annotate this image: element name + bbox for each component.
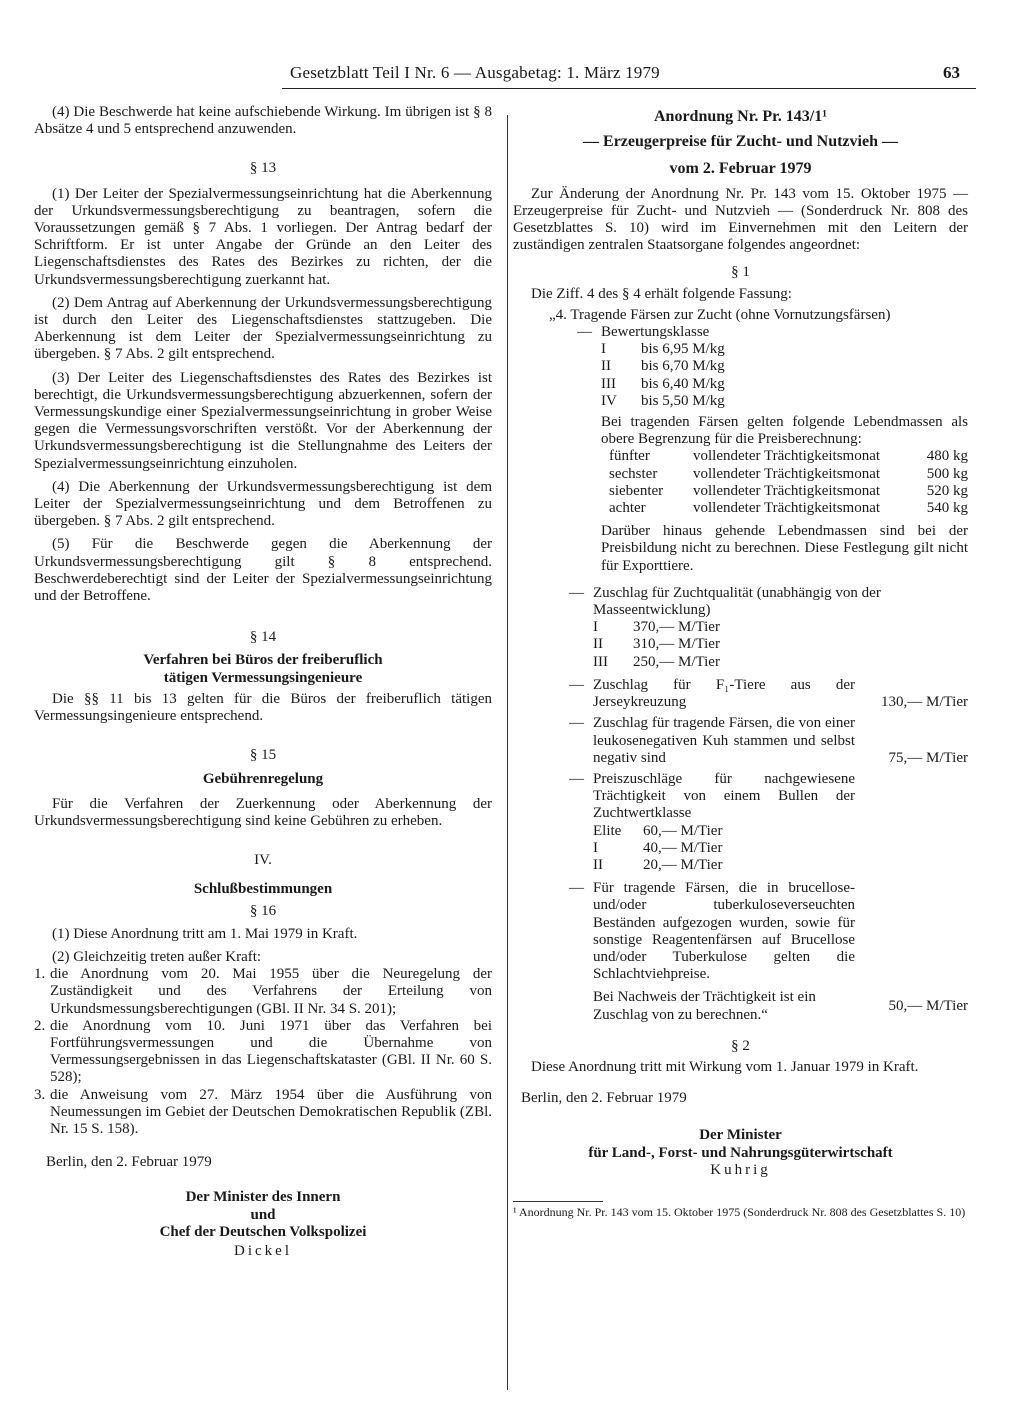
table-row — [609, 466, 968, 483]
amount: 75,— M/Tier — [888, 749, 968, 766]
paragraph: Zur Änderung der Anordnung Nr. Pr. 143 vom 15. Oktober 1975 — Erzeugerpreise für Zucht- und Nutzvieh — (Sonderdruck Nr. 808 des Gesetzblattes S. 10) wird im Einvernehmen mit den Leitern der zuständigen zentralen Staatsorgane folgendes angeordnet: — [513, 185, 968, 254]
class-label: I — [601, 341, 606, 358]
paragraph: „4. Tragende Färsen zur Zucht (ohne Vornutzungsfärsen) — [549, 306, 891, 323]
paragraph: (5) Für die Beschwerde gegen die Aberkennung der Urkundsvermessungsberechtigung gilt § 8 entsprechend. Beschwerdeberechtigt sind der Leiter der Spezialvermessungseinrichtung und der Betroffene. — [34, 536, 492, 605]
month-label: sechster — [609, 465, 658, 482]
list-text: die Anordnung vom 10. Juni 1971 über das Verfahren bei Fortführungsvermessungen und die Übernahme von Vermessungsergebnissen in das Liegenschaftskataster (GBl. II Nr. 60 S. 528); — [50, 1017, 492, 1086]
chapter-heading: IV. — [254, 852, 272, 869]
month-text: vollendeter Trächtigkeitsmonat — [693, 465, 881, 482]
class-label: III — [601, 375, 616, 392]
class-value: 370,— M/Tier — [633, 619, 720, 636]
place-date: Berlin, den 2. Februar 1979 — [46, 1154, 212, 1171]
right-column — [513, 108, 968, 1219]
header-title: Gesetzblatt Teil I Nr. 6 — Ausgabetag: 1. März 1979 — [290, 63, 660, 82]
month-text: vollendeter Trächtigkeitsmonat — [693, 500, 881, 517]
section-title: Verfahren bei Büros der freiberuflich — [143, 652, 383, 669]
dash-item — [569, 989, 968, 1023]
table-row — [593, 823, 968, 840]
order-title: Anordnung Nr. Pr. 143/1¹ — [654, 108, 827, 125]
chapter-title: Schlußbestimmungen — [193, 881, 333, 898]
paragraph: (4) Die Aberkennung der Urkundsvermessungsberechtigung ist dem Leiter der Spezialvermessungseinrichtung und dem Betroffenen zu übergeben. § 7 Abs. 2 gilt entsprechend. — [34, 478, 492, 530]
order-subtitle: — Erzeugerpreise für Zucht- und Nutzvieh — — [583, 133, 898, 151]
section-heading: § 15 — [249, 747, 277, 764]
class-value: bis 6,95 M/kg — [641, 341, 725, 358]
page-number: 63 — [943, 63, 960, 82]
footnote-rule — [513, 1201, 603, 1202]
place-date: Berlin, den 2. Februar 1979 — [521, 1090, 687, 1107]
paragraph: (3) Der Leiter des Liegenschaftsdienstes des Rates des Bezirkes ist berechtigt, die Urkundsvermessungsberechtigung abzuerkennen, sofern der Vermessungskundige einer Spezialvermessungseinrichtung in grober Weise gegen die Vermessungsvorschriften verstößt. Vor der Aberkennung der Urkundsvermessungsberechtigung ist die Stellungnahme des Leiters der Spezialvermessungseinrichtung einzuholen. — [34, 369, 492, 472]
order-date: vom 2. Februar 1979 — [669, 160, 812, 178]
month-label: achter — [609, 500, 646, 517]
list-number: 2. — [34, 1017, 46, 1034]
table-row — [601, 341, 968, 358]
list-text: die Anweisung vom 27. März 1954 über die Ausführung von Neumessungen im Gebiet der Deutschen Demokratischen Republik (ZBl. Nr. 15 S. 158). — [50, 1086, 492, 1137]
paragraph: (2) Gleichzeitig treten außer Kraft: — [52, 948, 262, 965]
class-value: bis 5,50 M/kg — [641, 392, 725, 409]
dash-item: — Zuschlag für tragende Färsen, die von einer leukosenegativen Kuh stammen und selbst negativ sind 75,— M/Tier — [569, 715, 968, 766]
dash-text: Für tragende Färsen, die in brucellose- und/oder tuberkuloseverseuchten Beständen aufgezogen wurden, sowie für sonstige Reagentenfärsen auf Brucellose und/oder Tuberkulose gelten die Schlachtviehpreise. — [593, 880, 855, 983]
dash-item: — Zuschlag für F₁-Tiere aus der Jerseykreuzung 130,— M/Tier — [569, 676, 968, 711]
month-label: siebenter — [609, 482, 664, 499]
table-row — [593, 857, 968, 874]
amount: 130,— M/Tier — [881, 694, 968, 711]
table-row — [593, 636, 968, 653]
section-title: Gebührenregelung — [202, 770, 324, 787]
dash-text: Zuschlag für F₁-Tiere aus der Jerseykreuzung — [593, 676, 855, 711]
class-label: Elite — [593, 822, 622, 839]
table-row — [609, 483, 968, 500]
list-number: 3. — [34, 1086, 46, 1103]
paragraph: Diese Anordnung tritt mit Wirkung vom 1. Januar 1979 in Kraft. — [531, 1058, 919, 1075]
bewertung-block — [513, 324, 968, 575]
header-rule — [282, 88, 976, 89]
section-heading: § 2 — [731, 1037, 750, 1054]
class-value: 250,— M/Tier — [633, 653, 720, 670]
section-heading: § 14 — [249, 629, 277, 646]
zuschlag-block — [513, 585, 968, 1024]
page-header — [40, 62, 980, 88]
list-item — [34, 1087, 492, 1139]
table-row — [593, 654, 968, 671]
table-row — [601, 358, 968, 375]
class-label: IV — [601, 392, 617, 409]
class-label: I — [593, 619, 598, 636]
section-heading: § 13 — [249, 160, 277, 177]
table-row — [593, 619, 968, 636]
dash-text: Bei Nachweis der Trächtigkeit ist ein Zuschlag von zu berechnen.“ — [593, 989, 816, 1023]
signature-title: und — [250, 1206, 276, 1223]
class-value: 60,— M/Tier — [643, 822, 723, 839]
list-text: die Anordnung vom 20. Mai 1955 über die Neuregelung der Zuständigkeit und des Verfahrens der Erteilung von Urkundsmessungsberechtigungen (GBl. II Nr. 34 S. 201); — [50, 966, 492, 1017]
column-separator — [507, 115, 508, 1390]
list-number: 1. — [34, 966, 46, 983]
left-column — [34, 104, 492, 1260]
dash-text: Preiszuschläge für nachgewiesene Trächtigkeit von einem Bullen der Zuchtwertklasse — [593, 770, 855, 822]
section-heading: § 16 — [249, 902, 277, 919]
footnote: ¹ Anordnung Nr. Pr. 143 vom 15. Oktober 1975 (Sonderdruck Nr. 808 des Gesetzblattes S. 10) — [513, 1204, 966, 1219]
signatory-name: Kuhrig — [710, 1161, 771, 1178]
class-value: 40,— M/Tier — [643, 839, 723, 856]
table-row — [601, 376, 968, 393]
signature-title: Der Minister des Innern — [185, 1189, 341, 1206]
table-row — [593, 840, 968, 857]
paragraph: Darüber hinaus gehende Lebendmassen sind bei der Preisbildung nicht zu berechnen. Diese Festlegung gilt nicht für Exporttiere. — [601, 523, 968, 574]
signature-title: für Land-, Forst- und Nahrungsgüterwirtschaft — [588, 1144, 893, 1161]
class-label: II — [601, 358, 611, 375]
paragraph: Bei tragenden Färsen gelten folgende Lebendmassen als obere Begrenzung für die Preisberechnung: — [601, 414, 968, 448]
table-row — [609, 448, 968, 465]
signature-title: Chef der Deutschen Volkspolizei — [159, 1223, 367, 1240]
table-row — [601, 393, 968, 410]
month-label: fünfter — [609, 448, 650, 465]
table-row — [609, 500, 968, 517]
class-label: II — [593, 636, 603, 653]
dash-text: Zuschlag für tragende Färsen, die von einer leukosenegativen Kuh stammen und selbst negativ sind — [593, 715, 855, 766]
class-value: bis 6,40 M/kg — [641, 375, 725, 392]
class-value: bis 6,70 M/kg — [641, 358, 725, 375]
amount: 50,— M/Tier — [888, 997, 968, 1014]
paragraph: Die Ziff. 4 des § 4 erhält folgende Fassung: — [531, 285, 792, 302]
signatory-name: Dickel — [234, 1242, 292, 1259]
dash-text: Zuschlag für Zuchtqualität (unabhängig von der Masseentwicklung) — [593, 584, 881, 619]
dash-item: — Zuschlag für Zuchtqualität (unabhängig von der Masseentwicklung) — [569, 585, 968, 619]
paragraph: (1) Diese Anordnung tritt am 1. Mai 1979 in Kraft. — [52, 925, 358, 942]
section-heading: § 1 — [731, 264, 750, 281]
dash-item: — Preiszuschläge für nachgewiesene Trächtigkeit von einem Bullen der Zuchtwertklasse — [569, 770, 855, 822]
dash-text: Bewertungsklasse — [601, 324, 710, 341]
class-label: I — [593, 839, 598, 856]
mass-value: 540 kg — [926, 500, 968, 517]
mass-value: 500 kg — [926, 465, 968, 482]
dash-item: — Für tragende Färsen, die in brucellose- und/oder tuberkuloseverseuchten Beständen aufgezogen wurden, sowie für sonstige Reagentenfärsen auf Brucellose und/oder Tuberkulose gelten die Schlachtviehpreise. — [569, 880, 855, 983]
section-title: tätigen Vermessungsingenieure — [163, 669, 363, 686]
dash-item: — Bewertungsklasse — [577, 324, 968, 341]
paragraph: Für die Verfahren der Zuerkennung oder Aberkennung der Urkundsvermessungsberechtigung sind keine Gebühren zu erheben. — [34, 795, 492, 829]
mass-value: 480 kg — [926, 448, 968, 465]
paragraph: (1) Der Leiter der Spezialvermessungseinrichtung hat die Aberkennung der Urkundsvermessungsberechtigung zu beantragen, sofern die Voraussetzungen gemäß § 7 Abs. 1 vorliegen. Der Antrag bedarf der Schriftform. Er ist unter Angabe der Gründe an den Leiter des Liegenschaftsdienstes des Rates des Bezirkes zu richten, der die Urkundsvermessungsberechtigung zuerkannt hat. — [34, 185, 492, 288]
month-text: vollendeter Trächtigkeitsmonat — [693, 448, 881, 465]
month-text: vollendeter Trächtigkeitsmonat — [693, 482, 881, 499]
paragraph: Die §§ 11 bis 13 gelten für die Büros der freiberuflich tätigen Vermessungsingenieure entsprechend. — [34, 690, 492, 725]
class-label: II — [593, 856, 603, 873]
list-item — [34, 1018, 492, 1087]
class-value: 20,— M/Tier — [643, 856, 723, 873]
paragraph: (2) Dem Antrag auf Aberkennung der Urkundsvermessungsberechtigung ist durch den Leiter des Liegenschaftsdienstes stattzugeben. Die Aberkennung ist dem Leiter der Spezialvermessungseinrichtung zu übergeben. § 7 Abs. 2 gilt entsprechend. — [34, 294, 492, 363]
signature-title: Der Minister — [699, 1127, 782, 1144]
mass-value: 520 kg — [926, 482, 968, 499]
list-item — [34, 966, 492, 1018]
class-label: III — [593, 653, 608, 670]
paragraph: (4) Die Beschwerde hat keine aufschiebende Wirkung. Im übrigen ist § 8 Absätze 4 und 5 entsprechend anzuwenden. — [34, 104, 492, 138]
class-value: 310,— M/Tier — [633, 636, 720, 653]
